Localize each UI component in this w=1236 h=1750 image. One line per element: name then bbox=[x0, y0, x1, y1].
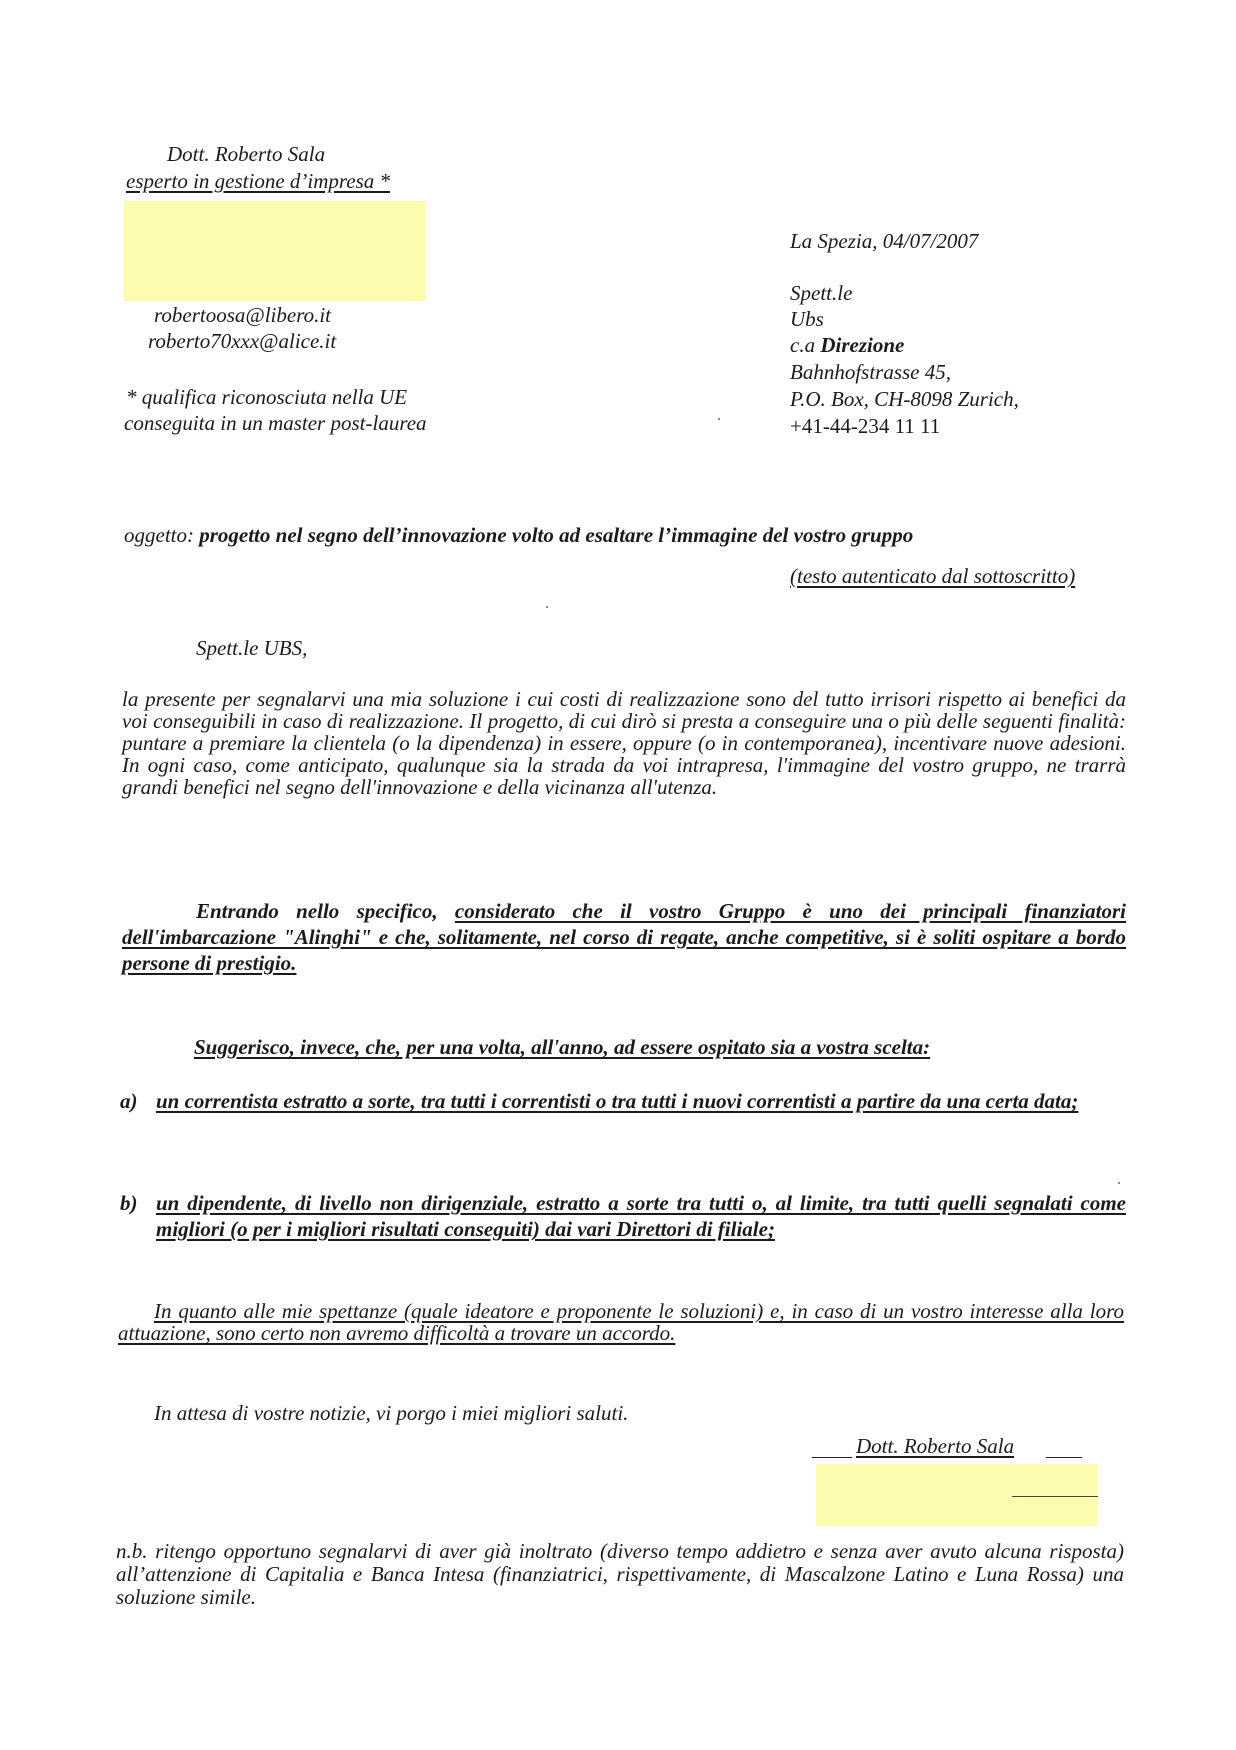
recipient-phone: +41-44-234 11 11 bbox=[790, 414, 941, 438]
qualification-note-line-2: conseguita in un master post-laurea bbox=[124, 411, 427, 435]
scan-speck bbox=[718, 418, 720, 420]
subject-line bbox=[124, 522, 913, 549]
qualification-note-line-1: * qualifica riconosciuta nella UE bbox=[126, 385, 408, 409]
scan-speck bbox=[1118, 1182, 1120, 1184]
recipient-street: Bahnhofstrasse 45, bbox=[790, 360, 952, 384]
signature-stroke bbox=[1012, 1496, 1098, 1497]
attention-prefix: c.a bbox=[790, 333, 821, 357]
attention-department: Direzione bbox=[820, 333, 905, 357]
specific-lead: Entrando nello specifico, bbox=[196, 899, 455, 923]
suggestion-line: Suggerisco, invece, che, per una volta, all'anno, ad essere ospitato sia a vostra scelta: bbox=[194, 1035, 931, 1059]
recipient-salutation: Spett.le bbox=[790, 281, 853, 305]
recipient-attention bbox=[790, 332, 904, 359]
subject-authenticated: (testo autenticato dal sottoscritto) bbox=[790, 564, 1076, 588]
sender-role: esperto in gestione d’impresa * bbox=[126, 169, 391, 193]
postscript: n.b. ritengo opportuno segnalarvi di aver già inoltrato (diverso tempo addietro e senza aver avuto alcuna risposta) all’attenzione di Capitalia e Banca Intesa (finanziatrici, rispettivamente, di Mascalzone Latino e Luna Rossa) una soluzione simile. bbox=[116, 1539, 1124, 1609]
option-b-text: un dipendente, di livello non dirigenziale, estratto a sorte tra tutti o, al limite, tra tutti quelli segnalati come migliori (o per i migliori risultati conseguiti) dai vari Direttori di filiale; bbox=[156, 1191, 1126, 1241]
recipient-po-box: P.O. Box, CH-8098 Zurich, bbox=[790, 387, 1019, 411]
subject-prefix: oggetto: bbox=[124, 523, 200, 547]
subject-text: progetto nel segno dell’innovazione volto ad esaltare l’immagine del vostro gruppo bbox=[199, 523, 914, 547]
signature-rule-right bbox=[1046, 1457, 1082, 1458]
sender-email-1: robertoosa@libero.it bbox=[154, 303, 332, 327]
signature-rule-left bbox=[812, 1457, 852, 1458]
sender-name: Dott. Roberto Sala bbox=[167, 142, 326, 166]
option-a-label: a) bbox=[120, 1089, 138, 1113]
specific-paragraph bbox=[122, 898, 1126, 976]
signature-name: Dott. Roberto Sala bbox=[856, 1434, 1015, 1458]
scan-speck bbox=[546, 606, 548, 608]
redacted-signature-highlight bbox=[816, 1464, 1098, 1526]
intro-paragraph: la presente per segnalarvi una mia soluzione i cui costi di realizzazione sono del tutto irrisori rispetto ai benefici da voi conseguibili in caso di realizzazione. Il progetto, di cui dirò si presta a conseguire una o più delle seguenti finalità: puntare a premiare la clientela (o la dipendenza) in essere, oppure (o in contemporanea), incentivare nuove adesioni. In ogni caso, come anticipato, qualunque sia la strada da voi intrapresa, l'immagine del vostro gruppo, ne trarrà grandi benefici nel segno dell'innovazione e della vicinanza all'utenza. bbox=[122, 687, 1126, 799]
place-date: La Spezia, 04/07/2007 bbox=[790, 229, 979, 253]
fees-paragraph: In quanto alle mie spettanze (quale ideatore e proponente le soluzioni) e, in caso di un vostro interesse alla loro attuazione, sono certo non avremo difficoltà a trovare un accordo. bbox=[118, 1299, 1124, 1345]
redacted-address-highlight bbox=[124, 201, 426, 301]
recipient-company: Ubs bbox=[790, 307, 824, 331]
greeting: Spett.le UBS, bbox=[196, 636, 308, 660]
option-a-text: un correntista estratto a sorte, tra tutti i correntisti o tra tutti i nuovi correntisti a partire da una certa data; bbox=[156, 1089, 1079, 1113]
closing-line: In attesa di vostre notizie, vi porgo i miei migliori saluti. bbox=[154, 1401, 629, 1425]
specific-underlined: considerato che il vostro Gruppo è uno dei principali finanziatori dell'imbarcazione "Alinghi" e che, solitamente, nel corso di regate, anche competitive, si è soliti ospitare a bordo persone di prestigio. bbox=[122, 899, 1126, 975]
option-b-label: b) bbox=[120, 1191, 138, 1215]
sender-email-2: roberto70xxx@alice.it bbox=[148, 329, 337, 353]
